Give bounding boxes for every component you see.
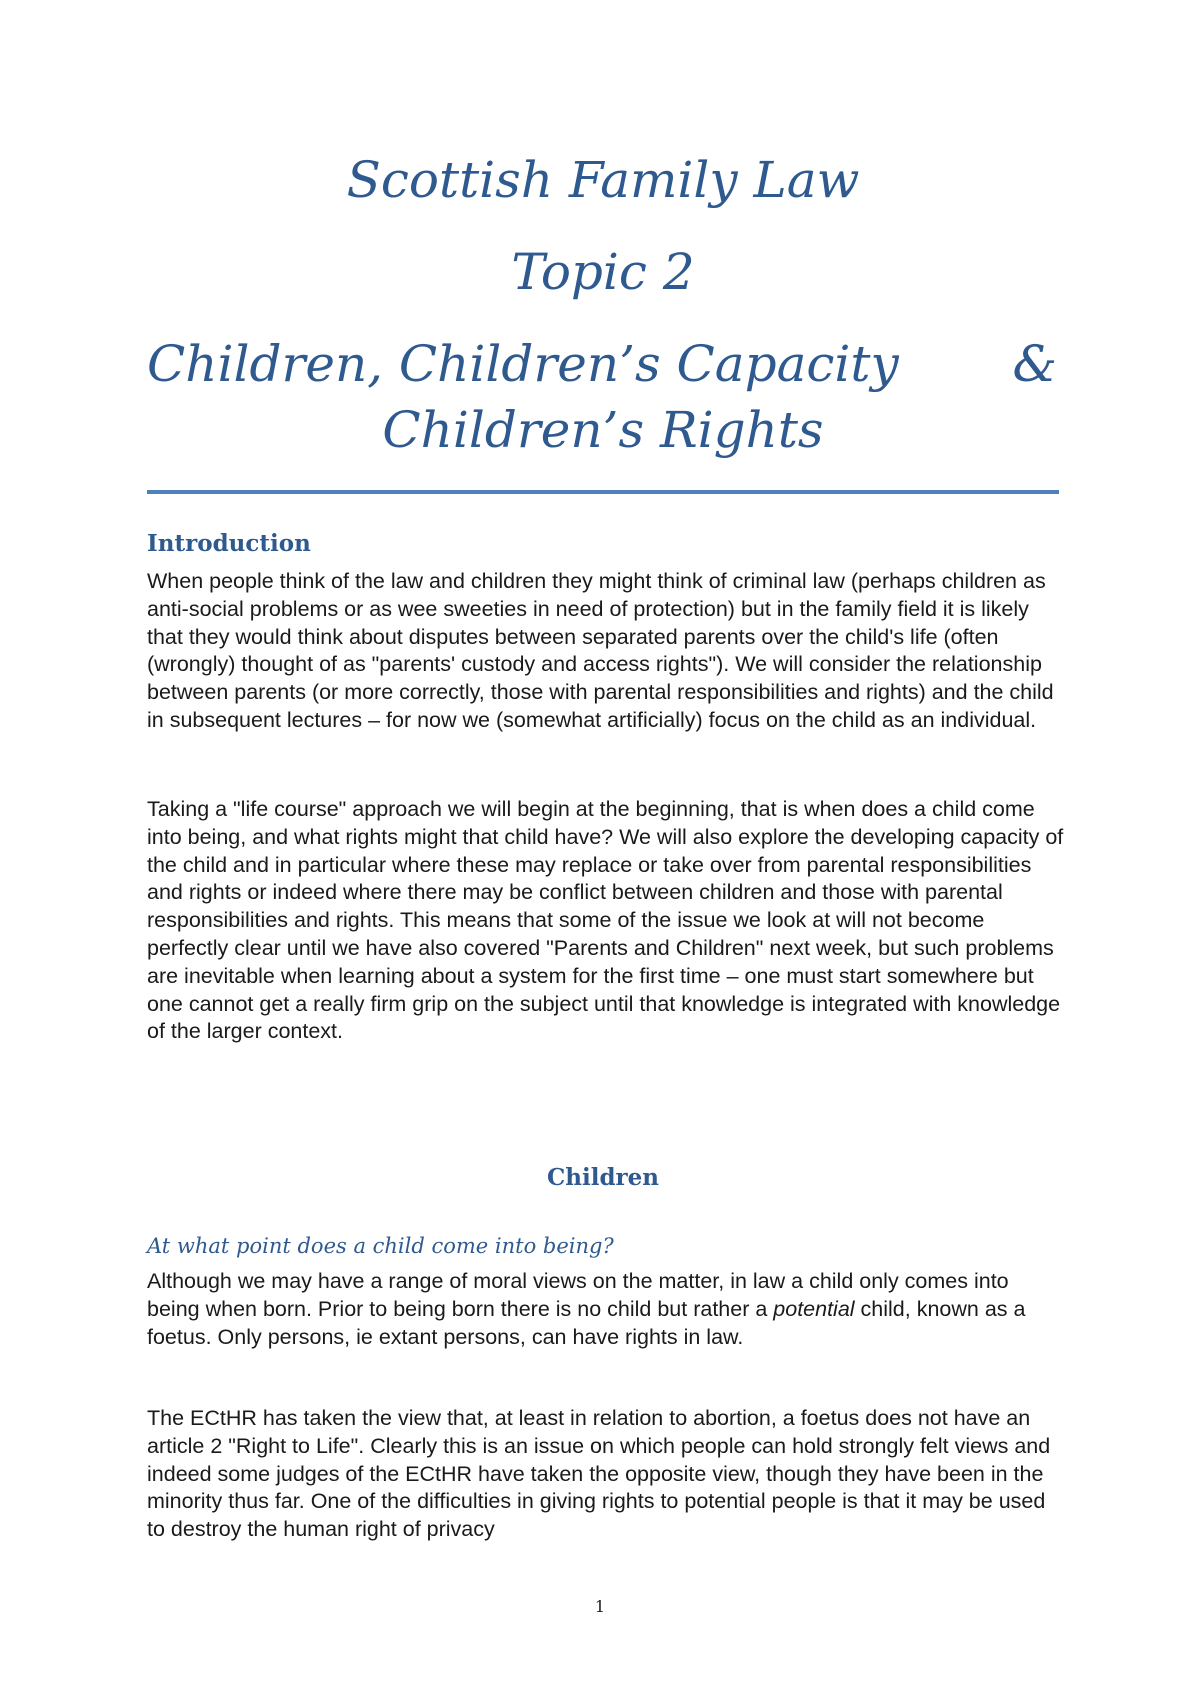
title-line-course: Scottish Family Law — [346, 151, 860, 209]
title-line-rights: Children’s Rights — [382, 401, 824, 459]
title-line-topic: Topic 2 — [511, 243, 695, 301]
introduction-paragraph-2: Taking a "life course" approach we will begin at the beginning, that is when does a child come into being, and what rights might that child have? We will also explore the developing capacity of the child and in particular where these may replace or take over from parental responsibilities and rights or indeed where there may be conflict between children and those with parental responsibilities and rights. This means that some of the issue we look at will not become perfectly clear until we have also covered "Parents and Children" next week, but such problems are inevitable when learning about a system for the first time – one must start somewhere but one cannot get a really firm grip on the subject until that knowledge is integrated with knowledge of the larger context. — [147, 797, 1064, 1044]
children-section-heading: Children — [546, 1164, 660, 1191]
children-paragraph-2: The ECtHR has taken the view that, at least in relation to abortion, a foetus does not have an article 2 "Right to Life". Clearly this is an issue on which people can hold strongly felt views and indeed some judges of the ECtHR have taken the opposite view, though they have been in the minority thus far. One of the difficulties in giving rights to potential people is that it may be used to destroy the human right of privacy — [147, 1406, 1051, 1542]
title-divider — [147, 490, 1059, 494]
title-line-subject — [147, 334, 1059, 394]
children-paragraph-1 — [147, 1268, 1067, 1351]
introduction-heading: Introduction — [147, 530, 311, 557]
page-number: 1 — [594, 1597, 606, 1616]
introduction-paragraph-1: When people think of the law and children they might think of criminal law (perhaps children as anti-social problems or as wee sweeties in need of protection) but in the family field it is likely that they would think about disputes between separated parents over the child's life (often (wrongly) thought of as "parents' custody and access rights"). We will consider the relationship between parents (or more correctly, those with parental responsibilities and rights) and the child in subsequent lectures – for now we (somewhat artificially) focus on the child as an individual. — [147, 569, 1054, 732]
title-subject-text: Children, Children’s Capacity — [147, 335, 899, 393]
children-paragraph-1-start: Although we may have a range of moral views on the matter, in law a child only comes into being when born. Prior to being born there is no child but rather a — [147, 1269, 1009, 1321]
children-paragraph-1-emphasis: potential — [773, 1296, 855, 1321]
title-ampersand: & — [1012, 335, 1057, 393]
children-paragraph-1-end: child, known as a foetus. Only persons, ie extant persons, can have rights in law. — [147, 1296, 1026, 1349]
children-subheading: At what point does a child come into being? — [147, 1234, 614, 1258]
